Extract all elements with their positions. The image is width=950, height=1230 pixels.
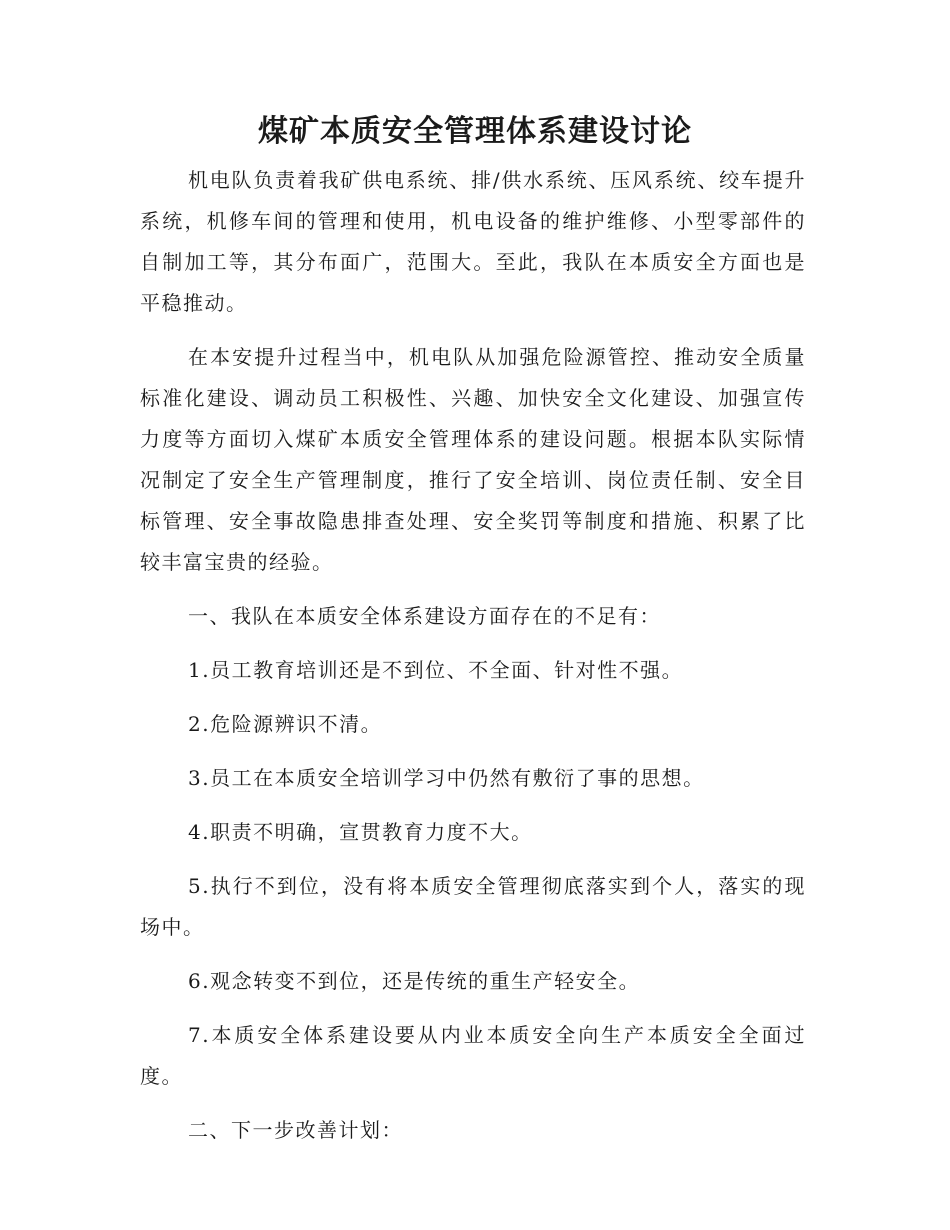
shortcoming-item: 1.员工教育培训还是不到位、不全面、针对性不强。 bbox=[188, 658, 684, 682]
shortcoming-item: 7.本质安全体系建设要从内业本质安全向生产本质安全全面过度。 bbox=[140, 1023, 806, 1088]
section-heading-improvement-plan: 二、下一步改善计划： bbox=[188, 1118, 403, 1142]
document-title: 煤矿本质安全管理体系建设讨论 bbox=[258, 114, 692, 149]
shortcoming-item: 6.观念转变不到位，还是传统的重生产轻安全。 bbox=[188, 969, 641, 993]
shortcoming-item: 2.危险源辨识不清。 bbox=[188, 712, 383, 736]
shortcoming-item: 4.职责不明确，宣贯教育力度不大。 bbox=[188, 820, 533, 844]
shortcoming-item: 5.执行不到位，没有将本质安全管理彻底落实到个人，落实的现场中。 bbox=[140, 874, 806, 939]
shortcoming-item: 3.员工在本质安全培训学习中仍然有敷衍了事的思想。 bbox=[188, 766, 705, 790]
intro-paragraph: 机电队负责着我矿供电系统、排/供水系统、压风系统、绞车提升系统，机修车间的管理和使用，机电设备的维护维修、小型零部件的自制加工等，其分布面广，范围大。至此，我队在本质安全方面也是平稳推动。 bbox=[140, 168, 806, 315]
progress-paragraph: 在本安提升过程当中，机电队从加强危险源管控、推动安全质量标准化建设、调动员工积极性、兴趣、加快安全文化建设、加强宣传力度等方面切入煤矿本质安全管理体系的建设问题。根据本队实际情况制定了安全生产管理制度，推行了安全培训、岗位责任制、安全目标管理、安全事故隐患排查处理、安全奖罚等制度和措施、积累了比较丰富宝贵的经验。 bbox=[140, 345, 806, 574]
document-body bbox=[140, 160, 806, 1151]
section-heading-shortcomings: 一、我队在本质安全体系建设方面存在的不足有： bbox=[188, 604, 661, 628]
